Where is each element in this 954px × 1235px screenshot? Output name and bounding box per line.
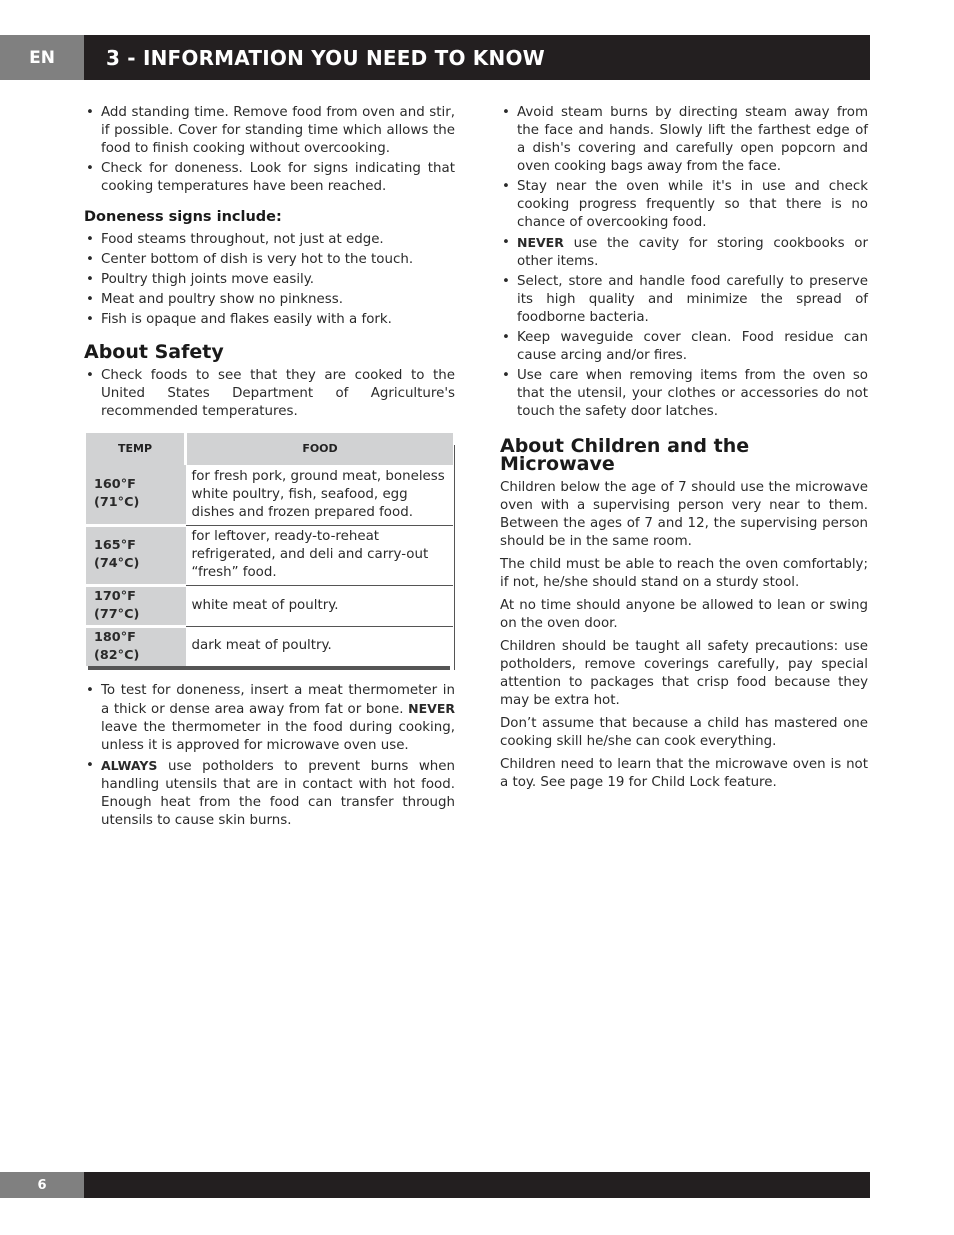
list-item: • Keep waveguide cover clean. Food residue can cause arcing and/or fires. <box>500 329 868 365</box>
doneness-list <box>84 231 455 329</box>
list-item: • Food steams throughout, not just at edge. <box>84 231 455 249</box>
intro-list <box>84 104 455 196</box>
table-header-row <box>86 433 453 465</box>
temp-cell: 170°F (77°C) <box>86 585 186 626</box>
column-header-temp: TEMP <box>86 433 186 465</box>
list-item: • Check foods to see that they are cooked to the United States Department of Agriculture's recommended temperatures. <box>84 367 455 421</box>
list-item: • Use care when removing items from the oven so that the utensil, your clothes or accessories do not touch the safety door latches. <box>500 367 868 421</box>
list-item: • Add standing time. Remove food from oven and stir, if possible. Cover for standing time which allows the food to finish cooking without overcooking. <box>84 104 455 158</box>
page-number: 6 <box>37 1177 47 1193</box>
children-paragraph: Children should be taught all safety precautions: use potholders, remove coverings carefully, pay special attention to packages that crisp food because they may be extra hot. <box>500 639 868 708</box>
section-title: 3 - INFORMATION YOU NEED TO KNOW <box>106 45 545 70</box>
list-item: • ALWAYS use potholders to prevent burns when handling utensils that are in contact with hot food. Enough heat from the food can transfer through utensils to cause skin burns. <box>84 757 455 830</box>
children-heading: About Children and the Microwave <box>500 435 750 475</box>
food-cell: for leftover, ready-to-reheat refrigerated, and deli and carry-out “fresh” food. <box>186 525 454 585</box>
temperature-table <box>86 433 453 666</box>
list-item: • Select, store and handle food carefully to preserve its high quality and minimize the spread of foodborne bacteria. <box>500 273 868 327</box>
safety-list <box>84 367 455 421</box>
page-number-tab <box>0 1172 84 1198</box>
children-paragraph: Don’t assume that because a child has mastered one cooking skill he/she can cook everything. <box>500 716 868 749</box>
list-item: • Poultry thigh joints move easily. <box>84 271 455 289</box>
temp-cell: 180°F (82°C) <box>86 626 186 666</box>
safety-heading: About Safety <box>84 341 224 363</box>
table-row <box>86 525 453 585</box>
food-cell: dark meat of poultry. <box>186 626 454 666</box>
language-tab <box>0 35 84 80</box>
table-row <box>86 465 453 525</box>
list-item: • Avoid steam burns by directing steam away from the face and hands. Slowly lift the farthest edge of a dish's covering and carefully open popcorn and oven cooking bags away from the face. <box>500 104 868 176</box>
table-row <box>86 585 453 626</box>
table-right-border <box>454 445 455 670</box>
list-item: • Meat and poultry show no pinkness. <box>84 291 455 309</box>
footer-bar <box>84 1172 870 1198</box>
food-cell: for fresh pork, ground meat, boneless white poultry, fish, seafood, egg dishes and frozen prepared food. <box>191 468 445 520</box>
children-paragraph: The child must be able to reach the oven comfortably; if not, he/she should stand on a sturdy stool. <box>500 557 868 590</box>
children-paragraph: Children below the age of 7 should use the microwave oven with a supervising person very near to them. Between the ages of 7 and 12, the supervising person should be in the same room. <box>500 480 868 549</box>
column-header-food: FOOD <box>186 433 454 465</box>
food-cell: white meat of poultry. <box>186 585 454 626</box>
left-column <box>84 104 455 832</box>
section-header <box>84 35 870 80</box>
right-column <box>500 104 868 797</box>
after-table-list <box>84 682 455 830</box>
table-bottom-rule <box>88 666 450 670</box>
children-paragraph: At no time should anyone be allowed to lean or swing on the oven door. <box>500 598 868 631</box>
temp-cell: 160°F (71°C) <box>86 465 186 525</box>
precautions-list <box>500 104 868 421</box>
children-paragraph: Children need to learn that the microwave oven is not a toy. See page 19 for Child Lock feature. <box>500 757 868 790</box>
list-item: • Fish is opaque and flakes easily with a fork. <box>84 311 455 329</box>
temperature-table-wrapper <box>84 433 455 670</box>
list-item: • To test for doneness, insert a meat thermometer in a thick or dense area away from fat or bone. NEVER leave the thermometer in the food during cooking, unless it is approved for microwave oven use. <box>84 682 455 755</box>
doneness-heading: Doneness signs include: <box>84 209 282 225</box>
list-item: • Check for doneness. Look for signs indicating that cooking temperatures have been reached. <box>84 160 455 196</box>
list-item: • NEVER use the cavity for storing cookbooks or other items. <box>500 234 868 271</box>
temp-cell: 165°F (74°C) <box>86 525 186 585</box>
table-row <box>86 626 453 666</box>
list-item: • Stay near the oven while it's in use and check cooking progress frequently so that there is no chance of overcooking food. <box>500 178 868 232</box>
language-label: EN <box>29 47 55 68</box>
list-item: • Center bottom of dish is very hot to the touch. <box>84 251 455 269</box>
